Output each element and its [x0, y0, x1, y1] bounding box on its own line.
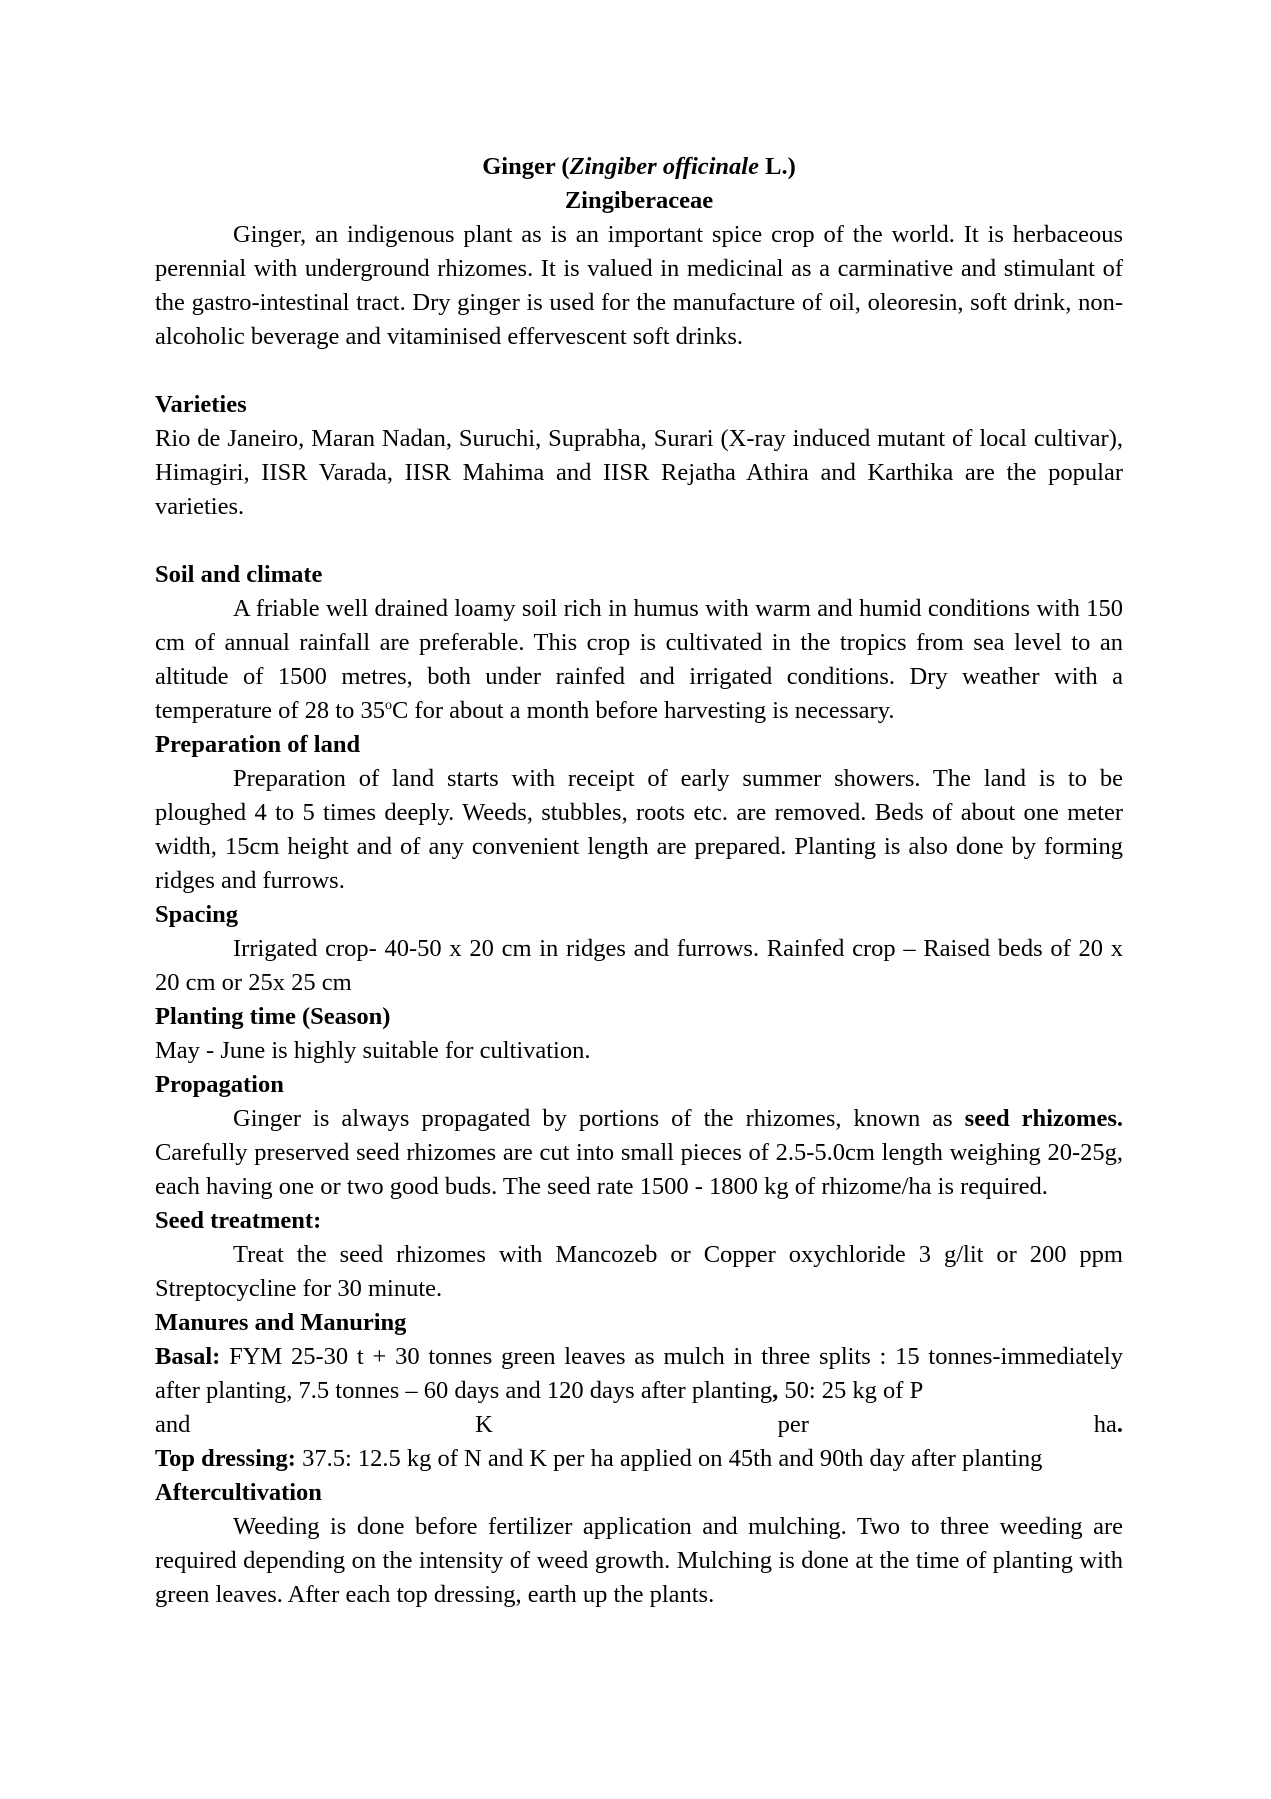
- soil-text-end: C for about a month before harvesting is necessary.: [391, 697, 895, 724]
- family-name: Zingiberaceae: [564, 187, 714, 214]
- basal-word-ha: ha: [1093, 1411, 1117, 1438]
- spacer: [155, 354, 1123, 388]
- basal-comma: ,: [772, 1377, 779, 1404]
- basal-word: K: [475, 1411, 493, 1438]
- title-suffix: L.): [759, 153, 796, 180]
- planting-paragraph: May - June is highly suitable for cultivation.: [155, 1037, 591, 1064]
- intro-paragraph: Ginger, an indigenous plant as is an important spice crop of the world. It is herbaceous perennial with underground rhizomes. It is valued in medicinal as a carminative and stimulant of the gastro-intestinal tract. Dry ginger is used for the manufacture of oil, oleoresin, soft drink, non-alcoholic beverage and vitaminised effervescent soft drinks.: [155, 221, 1123, 350]
- soil-text: A friable well drained loamy soil rich in humus with warm and humid conditions with 150 cm of annual rainfall are preferable. This crop is cultivated in the tropics from sea level to an altitude of 1500 metres, both under rainfed and irrigated conditions. Dry weather with a temperature of 28 to 35: [155, 595, 1123, 724]
- top-dressing-label: Top dressing:: [155, 1445, 296, 1472]
- basal-text: FYM 25-30 t + 30 tonnes green leaves as mulch in three splits : 15 tonnes-immediately after planting, 7.5 tonnes – 60 days and 120 days after planting: [155, 1343, 1123, 1404]
- propagation-text-end: Carefully preserved seed rhizomes are cut into small pieces of 2.5-5.0cm length weighing 20-25g, each having one or two good buds. The seed rate 1500 - 1800 kg of rhizome/ha is required.: [155, 1139, 1123, 1200]
- land-paragraph: Preparation of land starts with receipt of early summer showers. The land is to be ploughed 4 to 5 times deeply. Weeds, stubbles, roots etc. are removed. Beds of about one meter width, 15cm height and of any convenient length are prepared. Planting is also done by forming ridges and furrows.: [155, 765, 1123, 894]
- basal-word-last: [1094, 1408, 1123, 1442]
- basal-spread-line: [155, 1408, 1123, 1442]
- title-prefix: Ginger (: [482, 153, 570, 180]
- soil-paragraph: [155, 592, 1123, 728]
- varieties-paragraph: Rio de Janeiro, Maran Nadan, Suruchi, Suprabha, Surari (X-ray induced mutant of local cultivar), Himagiri, IISR Varada, IISR Mahima and IISR Rejatha Athira and Karthika are the popular varieties.: [155, 425, 1123, 520]
- basal-paragraph: [155, 1340, 1123, 1408]
- land-heading: Preparation of land: [155, 731, 361, 758]
- propagation-text: Ginger is always propagated by portions of the rhizomes, known as: [233, 1105, 965, 1132]
- varieties-heading: Varieties: [155, 391, 247, 418]
- spacing-paragraph: Irrigated crop- 40-50 x 20 cm in ridges and furrows. Rainfed crop – Raised beds of 20 x 20 cm or 25x 25 cm: [155, 935, 1123, 996]
- aftercultivation-paragraph: Weeding is done before fertilizer application and mulching. Two to three weeding are required depending on the intensity of weed growth. Mulching is done at the time of planting with green leaves. After each top dressing, earth up the plants.: [155, 1513, 1123, 1608]
- manures-heading: Manures and Manuring: [155, 1309, 407, 1336]
- degree-superscript: o: [384, 697, 392, 713]
- seed-rhizomes-term: seed rhizomes.: [964, 1105, 1123, 1132]
- basal-period: .: [1116, 1411, 1123, 1438]
- basal-word: and: [155, 1411, 191, 1438]
- soil-heading: Soil and climate: [155, 561, 323, 588]
- propagation-paragraph: [155, 1102, 1123, 1204]
- aftercultivation-heading: Aftercultivation: [155, 1479, 322, 1506]
- propagation-heading: Propagation: [155, 1071, 284, 1098]
- top-dressing-text: 37.5: 12.5 kg of N and K per ha applied on 45th and 90th day after planting: [295, 1445, 1043, 1472]
- seed-treatment-paragraph: Treat the seed rhizomes with Mancozeb or Copper oxychloride 3 g/lit or 200 ppm Streptocycline for 30 minute.: [155, 1241, 1123, 1302]
- spacer: [155, 524, 1123, 558]
- basal-word: per: [777, 1411, 809, 1438]
- seed-treatment-heading: Seed treatment:: [155, 1207, 322, 1234]
- basal-label: Basal:: [155, 1343, 221, 1370]
- document-title: [155, 150, 1123, 184]
- basal-text-end: 50: 25 kg of P: [778, 1377, 924, 1404]
- spacing-heading: Spacing: [155, 901, 239, 928]
- top-dressing-paragraph: [155, 1442, 1123, 1476]
- title-species: Zingiber officinale: [569, 153, 759, 180]
- planting-heading: Planting time (Season): [155, 1003, 391, 1030]
- document-page: [155, 150, 1123, 1612]
